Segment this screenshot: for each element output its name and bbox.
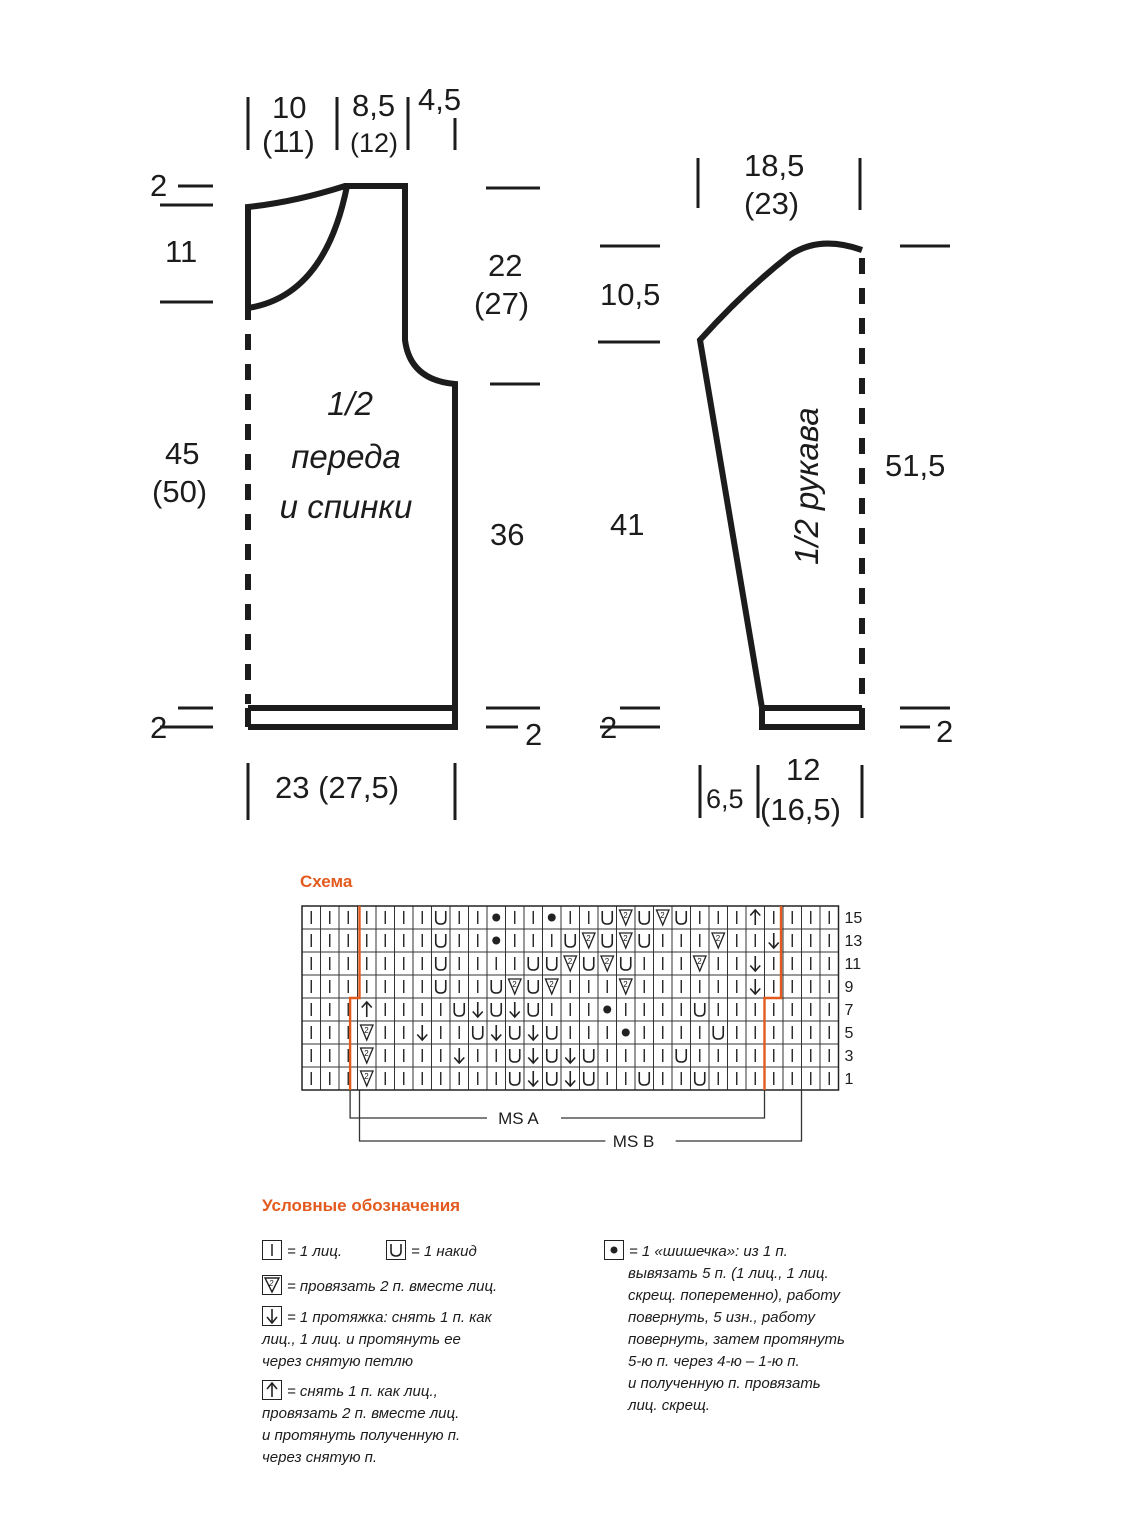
sleeve-top-23: (23) bbox=[744, 186, 800, 221]
chart-cell bbox=[506, 1067, 525, 1090]
sleeve-bottom-12: 12 bbox=[786, 752, 821, 787]
yarn-over-icon bbox=[676, 911, 686, 924]
legend-title: Условные обозначения bbox=[262, 1196, 461, 1215]
yarn-over-icon bbox=[454, 1003, 464, 1016]
svg-text:2: 2 bbox=[586, 934, 591, 943]
svg-text:2: 2 bbox=[697, 957, 702, 966]
ms-a-label: MS A bbox=[498, 1109, 539, 1128]
yarn-over-icon bbox=[695, 1072, 705, 1085]
skp-arrow-down-icon bbox=[491, 1025, 501, 1040]
ms-a-bracket-right bbox=[561, 1090, 765, 1118]
svg-text:2: 2 bbox=[604, 957, 610, 966]
row-number: 11 bbox=[844, 956, 862, 973]
yarn-over-icon bbox=[528, 957, 538, 970]
yarn-over-icon bbox=[473, 1026, 483, 1039]
chart-row-numbers bbox=[845, 910, 863, 1088]
chart-cell bbox=[524, 998, 543, 1021]
chart-cell bbox=[543, 1044, 562, 1067]
chart-cell bbox=[580, 1044, 599, 1067]
bobble-icon bbox=[492, 937, 500, 945]
k2tog-icon bbox=[361, 1071, 374, 1086]
repeat-boundary-right bbox=[765, 906, 782, 1090]
yarn-over-icon bbox=[547, 957, 557, 970]
ms-b-bracket-right bbox=[676, 1090, 802, 1141]
yarn-over-icon bbox=[528, 980, 538, 993]
skp-arrow-down-icon bbox=[528, 1048, 538, 1063]
skp-arrow-down-icon bbox=[750, 979, 760, 994]
legend-knit: = 1 лиц. bbox=[262, 1240, 342, 1263]
total-height-50: (50) bbox=[152, 474, 208, 509]
bobble-icon bbox=[603, 1006, 611, 1014]
skp-arrow-down-icon bbox=[528, 1071, 538, 1086]
bobble-icon bbox=[548, 914, 556, 922]
legend-k2tog: 2 = провязать 2 п. вместе лиц. bbox=[262, 1275, 497, 1298]
yarn-over-icon bbox=[602, 934, 612, 947]
row-number: 7 bbox=[844, 1002, 854, 1019]
sk2p-arrow-up-icon bbox=[750, 910, 760, 925]
yarn-over-icon bbox=[510, 1072, 520, 1085]
k2tog-icon bbox=[361, 1025, 374, 1040]
svg-text:2: 2 bbox=[364, 1026, 369, 1035]
ms-b-bracket-left bbox=[360, 1090, 606, 1141]
svg-text:2: 2 bbox=[715, 934, 721, 943]
yarn-over-icon bbox=[436, 934, 446, 947]
chart-cell bbox=[561, 929, 580, 952]
row-number: 1 bbox=[844, 1071, 854, 1088]
chart-cell bbox=[598, 929, 617, 952]
yarn-over-icon bbox=[436, 980, 446, 993]
k2tog-icon bbox=[620, 979, 633, 994]
svg-text:2: 2 bbox=[549, 980, 554, 989]
svg-text:2: 2 bbox=[623, 934, 628, 943]
rib-left-2: 2 bbox=[150, 710, 168, 745]
sleeve-bottom-6-5: 6,5 bbox=[706, 784, 744, 814]
sk2p-arrow-up-icon bbox=[362, 1002, 372, 1017]
neck-depth-label: 11 bbox=[165, 234, 198, 269]
chart-cell bbox=[543, 952, 562, 975]
svg-text:2: 2 bbox=[623, 911, 628, 920]
k2tog-icon bbox=[657, 910, 670, 925]
k2tog-icon bbox=[620, 933, 633, 948]
yarn-over-icon bbox=[510, 1026, 520, 1039]
top-width-11: (11) bbox=[262, 124, 315, 159]
rib-right-2: 2 bbox=[525, 717, 543, 752]
chart-cell bbox=[580, 1067, 599, 1090]
svg-text:1/2: 1/2 bbox=[327, 385, 373, 422]
chart-cell bbox=[469, 1021, 488, 1044]
yarn-over-icon bbox=[565, 934, 575, 947]
armhole-27: (27) bbox=[474, 286, 530, 321]
yarn-over-icon bbox=[713, 1026, 723, 1039]
k2tog-icon bbox=[546, 979, 559, 994]
bobble-icon bbox=[492, 914, 500, 922]
svg-text:2: 2 bbox=[512, 980, 517, 989]
sleeve-rib-right-2: 2 bbox=[936, 714, 954, 749]
row-number: 13 bbox=[844, 933, 863, 950]
row-number: 3 bbox=[844, 1048, 854, 1065]
legend-bobble: = 1 «шишечка»: из 1 п. вывязать 5 п. (1 лиц., 1 лиц. скрещ. попеременно), работу повернуть, 5 изн., работу повернуть, затем протянуть 5-ю п. через 4-ю – 1-ю п. и полученную п. провязать лиц. скрещ. bbox=[604, 1240, 845, 1417]
top-width-4-5: 4,5 bbox=[418, 82, 462, 117]
chart-title: Схема bbox=[300, 872, 353, 891]
svg-text:2: 2 bbox=[364, 1049, 369, 1058]
chart-cell bbox=[524, 952, 543, 975]
yarn-over-symbol-icon bbox=[386, 1240, 406, 1260]
yarn-over-icon bbox=[639, 1072, 649, 1085]
svg-text:2: 2 bbox=[623, 980, 628, 989]
chart-cell bbox=[487, 975, 506, 998]
yarn-over-icon bbox=[510, 1049, 520, 1062]
skp-arrow-down-icon bbox=[565, 1048, 575, 1063]
legend-yarn-over: = 1 накид bbox=[386, 1240, 477, 1263]
yarn-over-icon bbox=[602, 911, 612, 924]
legend-sk2p: = снять 1 п. как лиц., провязать 2 п. вместе лиц. и протянуть полученную п. через снятую п. bbox=[262, 1380, 460, 1469]
skp-arrow-down-icon bbox=[473, 1002, 483, 1017]
chart-cell bbox=[432, 906, 451, 929]
yarn-over-icon bbox=[491, 980, 501, 993]
chart-cell bbox=[691, 1067, 710, 1090]
svg-text:и спинки: и спинки bbox=[279, 488, 413, 525]
total-height-45: 45 bbox=[165, 436, 200, 471]
chart-cell bbox=[635, 1067, 654, 1090]
chart-cell bbox=[506, 1044, 525, 1067]
repeat-boundary-left bbox=[350, 906, 359, 1090]
yarn-over-icon bbox=[547, 1049, 557, 1062]
chart-cell bbox=[543, 1067, 562, 1090]
svg-text:переда: переда bbox=[291, 438, 401, 475]
k2tog-icon bbox=[509, 979, 522, 994]
yarn-over-icon bbox=[676, 1049, 686, 1062]
bobble-symbol-icon bbox=[604, 1240, 624, 1260]
k2tog-icon bbox=[564, 956, 577, 971]
armhole-22: 22 bbox=[488, 248, 523, 283]
top-width-12: (12) bbox=[350, 128, 399, 158]
sleeve-piece-label: 1/2 рукава bbox=[788, 407, 825, 565]
skp-symbol-icon bbox=[262, 1306, 282, 1326]
chart-cell bbox=[432, 952, 451, 975]
side-height-36: 36 bbox=[490, 517, 525, 552]
yarn-over-icon bbox=[491, 1003, 501, 1016]
yarn-over-icon bbox=[584, 957, 594, 970]
chart-cell bbox=[450, 998, 469, 1021]
chart-cell bbox=[617, 952, 636, 975]
yarn-over-icon bbox=[639, 934, 649, 947]
sleeve-total-51-5: 51,5 bbox=[885, 448, 946, 483]
skp-arrow-down-icon bbox=[454, 1048, 464, 1063]
row-number: 9 bbox=[844, 979, 854, 996]
chart-cell bbox=[506, 1021, 525, 1044]
yarn-over-icon bbox=[639, 911, 649, 924]
sleeve-bottom-16-5: (16,5) bbox=[760, 792, 841, 827]
k2tog-icon bbox=[712, 933, 725, 948]
k2tog-icon bbox=[620, 910, 633, 925]
chart-cell bbox=[487, 998, 506, 1021]
chart-cell bbox=[598, 906, 617, 929]
skp-arrow-down-icon bbox=[510, 1002, 520, 1017]
row-number: 5 bbox=[844, 1025, 854, 1042]
chart-cell bbox=[432, 975, 451, 998]
sk2p-symbol-icon bbox=[262, 1380, 282, 1400]
svg-text:2: 2 bbox=[567, 957, 573, 966]
chart-cell bbox=[691, 998, 710, 1021]
chart-cell bbox=[524, 975, 543, 998]
sleeve-top-18-5: 18,5 bbox=[744, 148, 805, 183]
k2tog-icon bbox=[694, 956, 707, 971]
chart-cell bbox=[672, 906, 691, 929]
skp-arrow-down-icon bbox=[750, 956, 760, 971]
yarn-over-icon bbox=[436, 911, 446, 924]
ms-b-label: MS B bbox=[612, 1132, 655, 1151]
k2tog-icon bbox=[601, 956, 614, 971]
chart-cell bbox=[635, 929, 654, 952]
yarn-over-icon bbox=[695, 1003, 705, 1016]
k2tog-icon bbox=[361, 1048, 374, 1063]
yarn-over-icon bbox=[547, 1072, 557, 1085]
knit-symbol-icon bbox=[262, 1240, 282, 1260]
yarn-over-icon bbox=[436, 957, 446, 970]
chart-cell bbox=[709, 1021, 728, 1044]
top-width-8-5: 8,5 bbox=[352, 88, 396, 123]
yarn-over-icon bbox=[547, 1026, 557, 1039]
k2tog-symbol-icon bbox=[262, 1275, 282, 1295]
yarn-over-icon bbox=[621, 957, 631, 970]
skp-arrow-down-icon bbox=[565, 1071, 575, 1086]
shoulder-drop-label: 2 bbox=[150, 168, 168, 203]
bobble-icon bbox=[622, 1029, 630, 1037]
sleeve-rib-left-2: 2 bbox=[600, 710, 618, 745]
skp-arrow-down-icon bbox=[528, 1025, 538, 1040]
yarn-over-icon bbox=[584, 1049, 594, 1062]
chart-cell bbox=[543, 1021, 562, 1044]
skp-arrow-down-icon bbox=[417, 1025, 427, 1040]
svg-text:2: 2 bbox=[364, 1072, 369, 1081]
bottom-width-23: 23 (27,5) bbox=[275, 770, 400, 805]
sleeve-cap-10-5: 10,5 bbox=[600, 277, 661, 312]
top-width-10: 10 bbox=[272, 90, 307, 125]
svg-text:2: 2 bbox=[660, 911, 665, 920]
row-number: 15 bbox=[844, 910, 863, 927]
ms-a-bracket-left bbox=[350, 1090, 487, 1118]
yarn-over-icon bbox=[528, 1003, 538, 1016]
chart-cell bbox=[432, 929, 451, 952]
k2tog-icon bbox=[583, 933, 596, 948]
chart-cell bbox=[672, 1044, 691, 1067]
skp-arrow-down-icon bbox=[769, 933, 779, 948]
chart-cell bbox=[580, 952, 599, 975]
chart-cell bbox=[635, 906, 654, 929]
yarn-over-icon bbox=[584, 1072, 594, 1085]
legend-skp: = 1 протяжка: снять 1 п. как лиц., 1 лиц. и протянуть ее через снятую петлю bbox=[262, 1306, 492, 1373]
sleeve-body-41: 41 bbox=[610, 507, 645, 542]
svg-text:2: 2 bbox=[269, 1279, 274, 1288]
